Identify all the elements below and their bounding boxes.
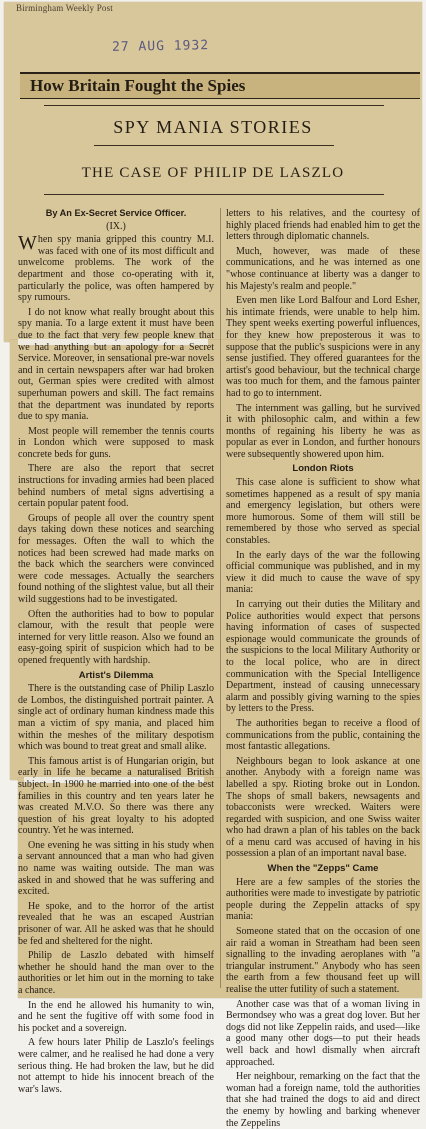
divider <box>44 194 384 195</box>
subheadline: THE CASE OF PHILIP DE LASZLO <box>81 165 345 181</box>
paragraph: In the early days of the war the following official communique was published, and in my view it did much to cause the wave of spy mania: <box>226 549 420 596</box>
section-heading: Artist's Dilemma <box>78 669 154 681</box>
paragraph: In carrying out their duties the Military and Police authorities would expect that persons having information of cases of suspected espionage would communicate the grounds of the suspicions to the local Military Authority or to the local police, who are in direct communication with the Special Intelligence Department, instead of causing unnecessary alarm and possibly giving warning to the spies by letters to the Press. <box>226 599 420 715</box>
paragraph: Another case was that of a woman living in Bermondsey who was a great dog lover. But her dogs did not like Zeppelin raids, and used—like a good many other dogs—to put their heads well back and howl dismally when aircraft approached. <box>226 998 420 1068</box>
clipping <box>4 2 422 1129</box>
paragraph: Her neighbour, remarking on the fact that the woman had a foreign name, told the authorities that she had trained the dogs to aid and direct the enemy by howling and barking whenever the Zeppelins <box>226 1071 420 1129</box>
date-stamp: 27 AUG 1932 <box>111 38 210 55</box>
column-rule <box>220 208 221 988</box>
section-heading: When the "Zepps" Came <box>267 863 379 875</box>
section-heading: London Riots <box>292 463 354 475</box>
headline: SPY MANIA STORIES <box>113 117 313 137</box>
paragraph: He spoke, and to the horror of the artist revealed that he was an escaped Austrian prisoner of war. All he asked was that he should be fed and sheltered for the night. <box>18 900 214 947</box>
paragraph: There are also the report that secret instructions for invading armies had been placed behind numbers of metal signs advertising a certain popular patent food. <box>18 463 214 510</box>
byline: By An Ex-Secret Service Officer. <box>45 208 187 218</box>
paragraph: The internment was galling, but he survived it with philosophic calm, and within a few months of regaining his liberty he was as popular as ever in London, and further honours were subsequently showered upon him. <box>226 402 420 460</box>
paragraph: A few hours later Philip de Laszlo's feelings were calmer, and he realised he had done a very serious thing. He had broken the law, but he did not attempt to hide his innocent breach of the war's laws. <box>18 1037 214 1095</box>
paragraph: Here are a few samples of the stories the authorities were made to investigate by patriotic people during the Zeppelin attacks of spy mania: <box>226 876 420 923</box>
part-number: (IX.) <box>106 220 126 232</box>
paragraph: Even men like Lord Balfour and Lord Esher, his intimate friends, were unable to help him. They spent weeks exerting powerful influences, for they knew how preposterous it was to suppose that the public's suspicions were in any sense justified. They offered guarantees for the artist's good behaviour, but the technical charge was too much for them, and the famous painter had to go to internment. <box>226 295 420 399</box>
paragraph: One evening he was sitting in his study when a servant announced that a man who had given no name was waiting outside. The man was asked in and showed that he was suffering and excited. <box>18 839 214 898</box>
paragraph: In the end he allowed his humanity to win, and he sent the fugitive off with some food in his pocket and a sovereign. <box>18 999 214 1034</box>
paragraph: Philip de Laszlo debated with himself whether he should hand the man over to the authorities or let him out in the morning to take a chance. <box>18 950 214 996</box>
series-title: How Britain Fought the Spies <box>30 76 246 95</box>
column-right <box>226 208 420 1129</box>
paragraph: letters to his relatives, and the courtesy of highly placed friends had enabled him to get the letters through diplomatic channels. <box>226 208 420 243</box>
divider <box>44 105 384 106</box>
series-banner <box>20 72 420 99</box>
paragraph: There is the outstanding case of Philip Laszlo de Lombos, the distinguished portrait painter. A single act of ordinary human kindness made this man a victim of spy mania, and placed him within the meshes of the military despotism which was bound to treat great and small alike. <box>18 683 214 753</box>
paragraph: The authorities began to receive a flood of communications from the public, containing the most fantastic allegations. <box>226 717 420 753</box>
paragraph: Groups of people all over the country spent days taking down these notices and searching for messages. Often the wall to which the notices had been screwed had made marks on the back which the searchers were convinced were code messages. Actually the searchers found nothing of the slightest value, but all their wild suggestions had to be investigated. <box>18 512 214 605</box>
masthead <box>4 2 422 16</box>
paragraph: Much, however, was made of these communications, and he was interned as one "whose continuance at liberty was a danger to his Majesty's realm and people." <box>226 245 420 292</box>
paragraph: Someone stated that on the occasion of one air raid a woman in Streatham had been seen signalling to the invading aeroplanes with "a triangular instrument." Anybody who has seen the earth from a few thousand feet up will realise the utter futility of such a statement. <box>226 926 420 995</box>
paragraph: This famous artist is of Hungarian origin, but early in life he became a naturalised British subject. In 1900 he married into one of the best families in this country and ten years later he was created M.V.O. So there was there any question of his great loyalty to his adopted country. Yet he was interned. <box>18 755 214 837</box>
paragraph: This case alone is sufficient to show what sometimes happened as a result of spy mania and emergency legislation, but others were more humorous. Some of them will still be remembered by those who served as special constables. <box>226 477 420 547</box>
paper-name: Birmingham Weekly Post <box>16 3 114 13</box>
paragraph: I do not know what really brought about this spy mania. To a large extent it must have been due to the fact that very few people knew that we had anything but an apology for a Secret Service. Moreover, in sensational pre-war novels and in certain newspapers after war had broken out, German spies were credited with almost superhuman powers and skill. The fact remains that the department was inundated by reports due to spy mania. <box>18 306 214 423</box>
column-left <box>18 208 214 1095</box>
paragraph: When spy mania gripped this country M.I. was faced with one of its most difficult and unwelcome problems. The work of the department and those co-operating with it, particularly the police, was often hampered by spy rumours. <box>18 232 214 304</box>
divider <box>94 145 334 146</box>
paragraph: Often the authorities had to bow to popular clamour, with the result that people were interned for very little reason. Also we found an easy-going spirit of suspicion which had to be opened frequently with hardship. <box>18 608 214 666</box>
paragraph: Neighbours began to look askance at one another. Anybody with a foreign name was labelled a spy. Rioting broke out in London. The shops of small bakers, newsagents and tobacconists were wrecked. Waiters were regarded with suspicion, and one Swiss waiter who had drawn a plan of his tables on the back of a menu card was accused of having in his possession a plan of an important naval base. <box>226 755 420 860</box>
paragraph: Most people will remember the tennis courts in London which were supposed to mask concrete beds for guns. <box>18 425 214 460</box>
